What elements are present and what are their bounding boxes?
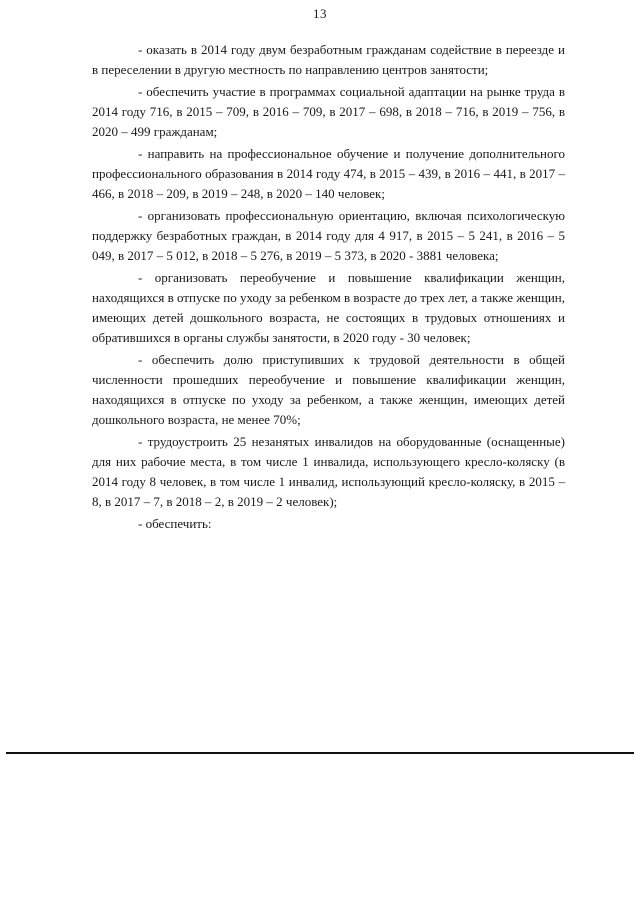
paragraph-social-adaptation: - обеспечить участие в программах социальной адаптации на рынке труда в 2014 году 716, в 2015 – 709, в 2016 – 709, в 2017 – 698, в 2018 – 716, в 2019 – 756, в 2020 – 499 гражданам; — [92, 84, 565, 139]
paragraph-ensure: - обеспечить: — [138, 516, 212, 531]
document-body — [92, 40, 565, 534]
paragraph-career-guidance: - организовать профессиональную ориентацию, включая психологическую поддержку безработных граждан, в 2014 году для 4 917, в 2015 – 5 241, в 2016 – 5 049, в 2017 – 5 012, в 2018 – 5 276, в 2019 – 5 373, в 2020 - 3881 человека; — [92, 208, 565, 263]
footer-divider — [6, 752, 634, 754]
paragraph-vocational-training: - направить на профессиональное обучение и получение дополнительного профессионального образования в 2014 году 474, в 2015 – 439, в 2016 – 441, в 2017 – 466, в 2018 – 209, в 2019 – 248, в 2020 – 140 человек; — [92, 146, 565, 201]
paragraph-women-retraining: - организовать переобучение и повышение квалификации женщин, находящихся в отпуске по уходу за ребенком в возрасте до трех лет, а также женщин, имеющих детей дошкольного возраста, не состоящих в трудовых отношениях и обратившихся в органы службы занятости, в 2020 году - 30 человек; — [92, 270, 565, 345]
paragraph-disabled-employment: - трудоустроить 25 незанятых инвалидов на оборудованные (оснащенные) для них рабочие места, в том числе 1 инвалида, использующего кресло-коляску (в 2014 году 8 человек, в том числе 1 инвалид, использующий кресло-коляску, в 2015 – 8, в 2017 – 7, в 2018 – 2, в 2019 – 2 человек); — [92, 434, 565, 509]
paragraph-women-employment-share: - обеспечить долю приступивших к трудовой деятельности в общей численности прошедших переобучение и повышение квалификации женщин, находящихся в отпуске по уходу за ребенком, а также женщин, имеющих детей дошкольного возраста, не менее 70%; — [92, 352, 565, 427]
paragraph-relocation-assistance: - оказать в 2014 году двум безработным гражданам содействие в переезде и в переселении в другую местность по направлению центров занятости; — [92, 42, 565, 77]
page-number: 13 — [313, 6, 327, 21]
